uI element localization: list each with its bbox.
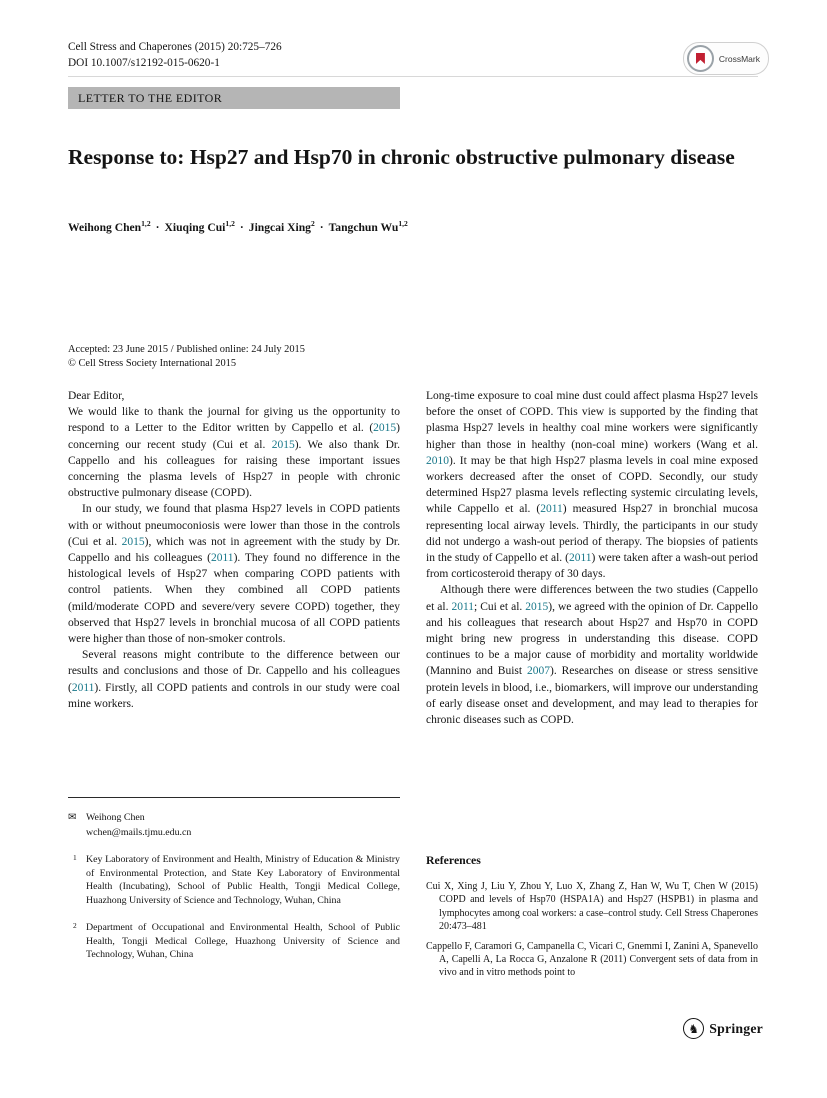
reference-item: Cappello F, Caramori G, Campanella C, Vicari C, Gnemmi I, Zanini A, Spanevello A, Capelli A, La Rocca G, Anzalone R (2011) Convergent sets of data from in vivo and in vitro methods point to <box>426 940 758 979</box>
footnote-divider <box>68 797 400 798</box>
correspondence-name: Weihong Chen <box>86 812 145 823</box>
article-type-banner: LETTER TO THE EDITOR <box>68 87 400 109</box>
correspondence-email[interactable]: wchen@mails.tjmu.edu.cn <box>86 826 192 838</box>
author-affiliation-marker: 2 <box>310 219 315 228</box>
crossmark-icon <box>687 45 714 72</box>
author-name: Weihong Chen <box>68 220 142 234</box>
page-title: Response to: Hsp27 and Hsp70 in chronic obstructive pulmonary disease <box>68 145 735 169</box>
author <box>329 221 408 234</box>
publisher-name: Springer <box>709 1020 763 1036</box>
body-paragraph: Long-time exposure to coal mine dust could affect plasma Hsp27 levels before the onset of COPD. This view is supported by the finding that plasma Hsp27 levels in healthy coal mine workers were significantly higher than those in healthy (non-coal mine) workers (Wang et al. 2010). It may be that high Hsp27 plasma levels in coal mine exposed workers decreased after the onset of COPD. Secondly, our study determined Hsp27 plasma levels reflecting systemic circulating levels, while Cappello et al. (2011) measured Hsp27 in bronchial mucosa representing local airway levels. Thirdly, the participants in our study did not undergo a wash-out period of therapy. The biopsies of patients in the study of Cappello et al. (2011) were taken after a wash-out period from corticosteroid therapy of 30 days. <box>426 390 758 581</box>
footnote-section <box>68 797 400 962</box>
journal-citation-line: Cell Stress and Chaperones (2015) 20:725–726 <box>68 41 282 53</box>
dates-line: Accepted: 23 June 2015 / Published online: 24 July 2015 <box>68 344 305 355</box>
header-divider <box>68 76 758 77</box>
publication-dates <box>68 343 305 371</box>
affiliation-text: Department of Occupational and Environmental Health, School of Public Health, Tongji Medical College, Huazhong University of Science and Technology, Wuhan, China <box>86 922 400 960</box>
author-affiliation-marker: 1,2 <box>398 219 408 228</box>
crossmark-flag-icon <box>696 53 705 64</box>
references-heading: References <box>426 853 481 867</box>
reference-item: Cui X, Xing J, Liu Y, Zhou Y, Luo X, Zhang Z, Han W, Wu T, Chen W (2015) COPD and levels of Hsp70 (HSPA1A) and Hsp27 (HSPB1) in plasma and lymphocytes among coal workers: a case–control study. Cell Stress Chaperones 20:473–481 <box>426 881 758 933</box>
body-paragraph: Several reasons might contribute to the difference between our results and conclusions and those of Dr. Cappello and his colleagues (2011). Firstly, all COPD patients and controls in our study were coal mine workers. <box>68 649 400 710</box>
correspondence-block <box>68 811 400 825</box>
author-name: Tangchun Wu <box>328 220 399 234</box>
springer-horse-icon: ♞ <box>683 1018 704 1039</box>
salutation: Dear Editor, <box>68 390 125 402</box>
author-separator: · <box>319 220 324 234</box>
author <box>249 221 315 234</box>
author-list <box>68 219 758 234</box>
body-paragraph: We would like to thank the journal for giving us the opportunity to respond to a Letter to the Editor written by Cappello et al. (2015) concerning our recent study (Cui et al. 2015). We also thank Dr. Cappello and his colleagues for raising these important issues concerning the plasma levels of Hsp27 in people with chronic obstructive pulmonary disease (COPD). <box>68 406 401 500</box>
affiliation-item <box>68 921 400 962</box>
author-separator: · <box>239 220 244 234</box>
copyright-line: © Cell Stress Society International 2015 <box>68 358 237 369</box>
column-left <box>68 388 400 728</box>
author <box>68 221 151 234</box>
article-body <box>68 388 758 728</box>
crossmark-label: CrossMark <box>718 53 760 64</box>
affiliation-item <box>68 853 400 907</box>
author-affiliation-marker: 1,2 <box>225 219 235 228</box>
column-right <box>426 388 758 728</box>
author <box>165 221 235 234</box>
author-name: Jingcai Xing <box>248 220 311 234</box>
references-section <box>426 853 758 986</box>
body-paragraph: In our study, we found that plasma Hsp27 levels in COPD patients with or without pneumoconiosis were lower than those in the controls (Cui et al. 2015), which was not in agreement with the study by Dr. Cappello and his colleagues (2011). They found no difference in the histological levels of Hsp27 when comparing COPD patients with control patients. When they combined all COPD patients (mild/moderate COPD and severe/very severe COPD) together, they observed that Hsp27 levels in bronchial mucosa of all COPD patients were higher than those of non-smoker controls. <box>68 503 401 646</box>
doi-line: DOI 10.1007/s12192-015-0620-1 <box>68 56 220 69</box>
affiliation-text: Key Laboratory of Environment and Health, Ministry of Education & Ministry of Environmental Protection, and State Key Laboratory of Environmental Health (Incubating), School of Public Health, Tongji Medical College, Huazhong University of Science and Technology, Wuhan, China <box>86 854 400 906</box>
author-affiliation-marker: 1,2 <box>141 219 151 228</box>
crossmark-badge[interactable] <box>683 42 769 75</box>
author-name: Xiuqing Cui <box>164 220 226 234</box>
page-header <box>68 40 282 71</box>
envelope-icon: ✉ <box>68 812 77 823</box>
author-separator: · <box>155 220 160 234</box>
springer-logo <box>683 1018 763 1039</box>
affiliation-marker: 2 <box>73 921 77 930</box>
affiliation-marker: 1 <box>73 853 77 862</box>
body-paragraph: Although there were differences between the two studies (Cappello et al. 2011; Cui et al. 2015), we agreed with the opinion of Dr. Cappello and his colleagues that research about Hsp27 and Hsp70 in COPD might bring new progress in understanding this disease. COPD continues to be a major cause of morbidity and mortality worldwide (Mannino and Buist 2007). Researches on disease or stress sensitive protein levels in blood, i.e., biomarkers, will improve our understanding of early disease onset and development, and may lead to therapies for chronic diseases such as COPD. <box>426 584 759 727</box>
